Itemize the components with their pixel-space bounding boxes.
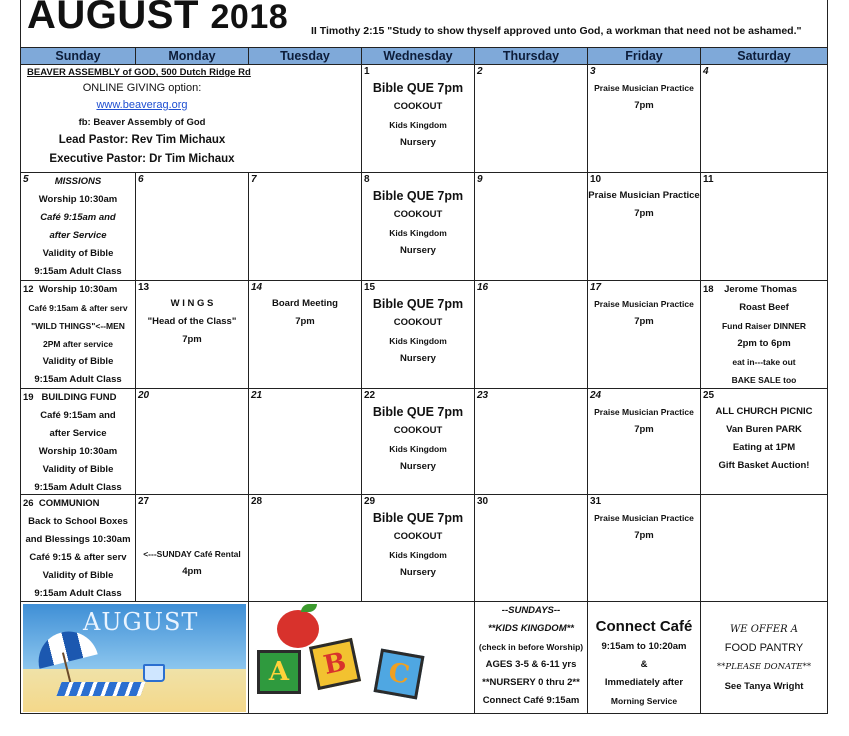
connect-cafe-title: Connect Café [595, 618, 693, 635]
info-line: **KIDS KINGDOM** [487, 623, 575, 634]
event-line: BAKE SALE too [731, 375, 797, 385]
info-line: **NURSERY 0 thru 2** [482, 677, 580, 688]
block-c-icon: C [374, 649, 425, 700]
event-line: Nursery [400, 353, 436, 364]
event-line: "Head of the Class" [147, 316, 237, 327]
event-line: Board Meeting [272, 298, 338, 309]
info-line: **PLEASE DONATE** [716, 662, 812, 672]
event-line: Worship 10:30am [38, 446, 118, 457]
week-row-5 [21, 495, 827, 602]
event-line: ALL CHURCH PICNIC [715, 406, 813, 417]
day-cell-27[interactable] [136, 495, 249, 601]
day-number: 30 [477, 496, 489, 507]
block-b-icon: B [309, 638, 361, 690]
info-line: & [640, 659, 648, 670]
event-line: Van Buren PARK [726, 424, 802, 435]
day-cell-19[interactable] [21, 389, 136, 494]
day-number: 18 [703, 284, 714, 295]
lead-pastor: Lead Pastor: Rev Tim Michaux [58, 134, 226, 146]
event-line: Kids Kingdom [389, 120, 447, 130]
day-number: 19 [23, 392, 34, 403]
event-line: 9:15am Adult Class [34, 374, 122, 385]
event-line: 7pm [295, 316, 315, 327]
event-line: after Service [49, 428, 107, 439]
info-line: Immediately after [604, 677, 684, 688]
event-line: MISSIONS [54, 176, 102, 187]
month-name: AUGUST [27, 0, 199, 37]
day-cell-12[interactable] [21, 281, 136, 388]
day-number: 5 [23, 174, 29, 185]
event-line: 7pm [634, 208, 654, 219]
event-line: 4pm [182, 566, 202, 577]
event-line: 7pm [182, 334, 202, 345]
month-title [27, 0, 288, 38]
weekday-thursday: Thursday [475, 48, 588, 64]
weekday-saturday: Saturday [737, 49, 791, 63]
event-line: 9:15am Adult Class [34, 266, 122, 277]
day-number: 9 [477, 174, 483, 185]
event-line: Roast Beef [739, 302, 789, 313]
day-number: 13 [138, 282, 150, 293]
online-giving-label: ONLINE GIVING option: [82, 82, 202, 94]
event-line: COOKOUT [393, 101, 443, 112]
scripture-verse: II Timothy 2:15 "Study to show thyself approved unto God, a workman that need not be ashamed." [311, 25, 802, 37]
event-text: Worship 10:30am [38, 284, 118, 295]
day-number: 26 [23, 498, 34, 509]
event-line: Praise Musician Practice [594, 83, 694, 93]
weekday-wednesday: Wednesday [362, 48, 475, 64]
event-line: after Service [49, 230, 107, 241]
day-cell-13[interactable] [136, 281, 249, 388]
weekday-sunday: Sunday [21, 48, 136, 64]
day-number: 24 [590, 390, 602, 401]
day-number: 6 [138, 174, 144, 185]
day-cell-2[interactable] [475, 65, 588, 172]
day-cell-4[interactable] [701, 65, 827, 172]
executive-pastor: Executive Pastor: Dr Tim Michaux [49, 153, 235, 165]
event-line: Gift Basket Auction! [718, 460, 810, 471]
event-line: Bible QUE 7pm [372, 297, 464, 311]
day-cell-15[interactable] [362, 281, 475, 388]
day-number: 1 [364, 66, 370, 77]
day-number: 20 [138, 390, 150, 401]
weekday-monday: Monday [136, 48, 249, 64]
event-line: Café 9:15 & after serv [29, 552, 127, 563]
event-line: 7pm [634, 100, 654, 111]
day-number: 14 [251, 282, 263, 293]
week-row-3 [21, 281, 827, 389]
day-cell-8[interactable] [362, 173, 475, 280]
event-line: Bible QUE 7pm [372, 81, 464, 95]
day-cell-24[interactable] [588, 389, 701, 494]
event-line [21, 495, 135, 513]
calendar-header [21, 0, 827, 47]
event-line: Nursery [400, 567, 436, 578]
event-line: and Blessings 10:30am [25, 534, 131, 545]
day-cell-28[interactable] [249, 495, 362, 601]
event-line: Café 9:15am and [40, 212, 116, 223]
day-number: 29 [364, 496, 376, 507]
event-line [701, 281, 827, 299]
event-line: COOKOUT [393, 317, 443, 328]
day-cell-25[interactable] [701, 389, 827, 494]
day-cell-7[interactable] [249, 173, 362, 280]
food-pantry-title: FOOD PANTRY [724, 642, 804, 654]
weekday-tuesday: Tuesday [249, 48, 362, 64]
church-info-cell [21, 65, 362, 172]
event-line: Nursery [400, 245, 436, 256]
event-line: COOKOUT [393, 531, 443, 542]
day-number: 21 [251, 390, 263, 401]
event-line: Validity of Bible [42, 248, 114, 259]
day-number: 3 [590, 66, 596, 77]
event-text: BUILDING FUND [41, 392, 117, 403]
event-line: Eating at 1PM [732, 442, 796, 453]
event-line: Bible QUE 7pm [372, 405, 464, 419]
day-cell-3[interactable] [588, 65, 701, 172]
day-cell-22[interactable] [362, 389, 475, 494]
abc-illustration [249, 602, 474, 714]
event-line: Nursery [400, 137, 436, 148]
day-number: 22 [364, 390, 376, 401]
event-line: Praise Musician Practice [594, 299, 694, 309]
day-number: 15 [364, 282, 376, 293]
day-number: 28 [251, 496, 263, 507]
event-line: 9:15am Adult Class [34, 482, 122, 493]
day-cell-14[interactable] [249, 281, 362, 388]
day-cell-16[interactable] [475, 281, 588, 388]
day-cell-30[interactable] [475, 495, 588, 601]
food-pantry-info [701, 602, 827, 714]
empty-cell [701, 495, 827, 601]
day-cell-6[interactable] [136, 173, 249, 280]
event-line: Café 9:15am and [40, 410, 116, 421]
event-line: Praise Musician Practice [588, 190, 700, 201]
day-cell-5[interactable] [21, 173, 136, 280]
event-line: Worship 10:30am [38, 194, 118, 205]
event-line: 9:15am Adult Class [34, 588, 122, 599]
year-label: 2018 [210, 0, 289, 36]
event-line: Kids Kingdom [389, 336, 447, 346]
weekday-friday: Friday [588, 48, 701, 64]
event-line: 2PM after service [43, 339, 113, 349]
info-line: 9:15am to 10:20am [601, 641, 687, 652]
day-number: 7 [251, 174, 257, 185]
day-cell-17[interactable] [588, 281, 701, 388]
day-cell-10[interactable] [588, 173, 701, 280]
info-line: --SUNDAYS-- [501, 605, 561, 616]
august-art-word: AUGUST [83, 608, 199, 636]
event-line: Nursery [400, 461, 436, 472]
day-cell-29[interactable] [362, 495, 475, 601]
day-cell-1[interactable] [362, 65, 475, 172]
event-line: Kids Kingdom [389, 228, 447, 238]
event-line: Back to School Boxes [28, 516, 128, 527]
apple-icon [277, 610, 319, 648]
calendar-page [20, 0, 828, 714]
abc-blocks-image [249, 602, 475, 714]
event-line: eat in---take out [732, 357, 796, 367]
beach-towel-icon [56, 682, 145, 696]
event-line: Fund Raiser DINNER [721, 321, 807, 331]
event-line: Validity of Bible [42, 570, 114, 581]
church-address: BEAVER ASSEMBLY of GOD, 500 Dutch Ridge Rd [27, 67, 251, 78]
event-line: "WILD THINGS"<--MEN [31, 321, 125, 331]
event-line: 2pm to 6pm [737, 338, 791, 349]
day-number: 25 [703, 390, 715, 401]
footer-row [21, 602, 827, 714]
calendar-grid [21, 65, 827, 602]
info-line: WE OFFER A [729, 624, 799, 635]
week-row-4 [21, 389, 827, 495]
info-line: Connect Café 9:15am [482, 695, 580, 706]
day-number: 23 [477, 390, 489, 401]
weekday-header-row [21, 47, 827, 65]
event-line [21, 389, 135, 407]
info-line: (check in before Worship) [478, 642, 584, 652]
day-cell-31[interactable] [588, 495, 701, 601]
day-number: 31 [590, 496, 602, 507]
day-cell-26[interactable] [21, 495, 136, 601]
event-line [21, 281, 135, 299]
facebook-label: fb: Beaver Assembly of God [78, 117, 206, 128]
event-line: 7pm [634, 316, 654, 327]
day-number: 8 [364, 174, 370, 185]
day-number: 4 [703, 66, 709, 77]
event-line: Validity of Bible [42, 464, 114, 475]
connect-cafe-info [588, 602, 701, 714]
week-row-2 [21, 173, 827, 281]
day-cell-20[interactable] [136, 389, 249, 494]
event-line: Kids Kingdom [389, 550, 447, 560]
event-line: Bible QUE 7pm [372, 511, 464, 525]
day-number: 11 [703, 174, 714, 185]
beach-bag-icon [143, 664, 165, 682]
day-cell-18[interactable] [701, 281, 827, 388]
day-cell-9[interactable] [475, 173, 588, 280]
event-line: COOKOUT [393, 209, 443, 220]
event-line: 7pm [634, 424, 654, 435]
website-link[interactable]: www.beaverag.org [96, 99, 188, 111]
event-line: Kids Kingdom [389, 444, 447, 454]
event-line: Praise Musician Practice [594, 407, 694, 417]
event-line: COOKOUT [393, 425, 443, 436]
info-line: AGES 3-5 & 6-11 yrs [485, 659, 577, 670]
info-line: Morning Service [610, 696, 678, 706]
week-row-1 [21, 65, 827, 173]
event-line: Praise Musician Practice [594, 513, 694, 523]
event-line: Bible QUE 7pm [372, 189, 464, 203]
event-line: Validity of Bible [42, 356, 114, 367]
sundays-info [475, 602, 588, 714]
beach-illustration [23, 604, 246, 712]
event-text: Jerome Thomas [724, 284, 798, 295]
day-number: 2 [477, 66, 483, 77]
block-a-icon: A [257, 650, 301, 694]
event-line: W I N G S [170, 298, 214, 309]
day-number: 17 [590, 282, 602, 293]
day-number: 27 [138, 496, 150, 507]
event-line: <---SUNDAY Café Rental [143, 549, 241, 559]
day-number: 10 [590, 174, 602, 185]
event-line: Café 9:15am & after serv [28, 303, 128, 313]
day-number: 12 [23, 284, 34, 295]
august-beach-image [21, 602, 249, 714]
day-cell-11[interactable] [701, 173, 827, 280]
day-cell-23[interactable] [475, 389, 588, 494]
day-cell-21[interactable] [249, 389, 362, 494]
event-text: COMMUNION [38, 498, 100, 509]
church-info [27, 65, 257, 169]
event-line: 7pm [634, 530, 654, 541]
day-number: 16 [477, 282, 489, 293]
info-line: See Tanya Wright [724, 681, 804, 692]
